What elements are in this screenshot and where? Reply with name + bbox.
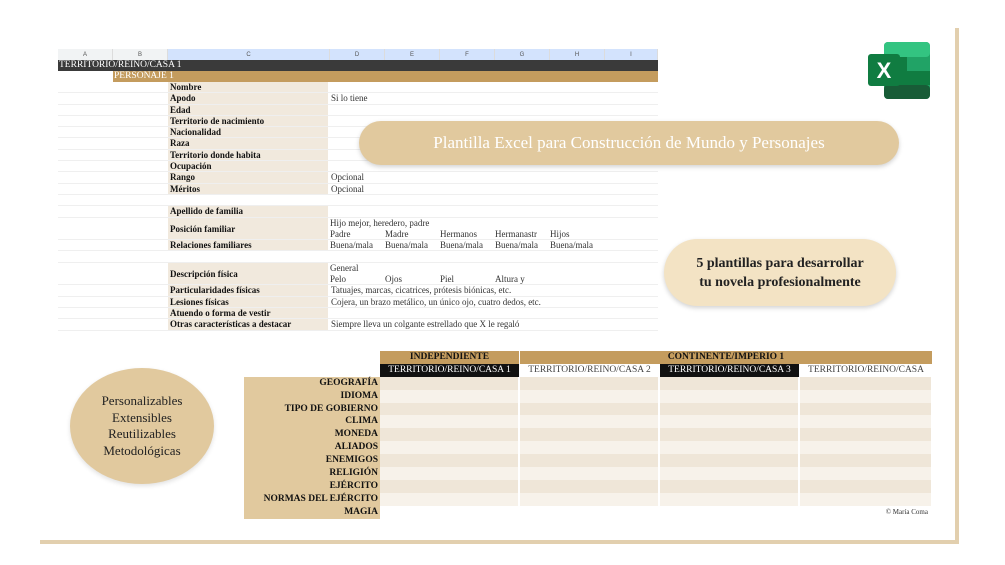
row-edad[interactable] xyxy=(58,105,658,116)
subheader-casa-2[interactable]: TERRITORIO/REINO/CASA 2 xyxy=(520,364,659,377)
world-cell[interactable] xyxy=(380,493,519,506)
value-posicion: Hijo mejor, heredero, padre xyxy=(330,217,430,228)
world-cell[interactable] xyxy=(800,403,932,416)
subheader-casa-4[interactable]: TERRITORIO/REINO/CASA xyxy=(800,364,932,377)
world-row-label: RELIGIÓN xyxy=(244,467,380,480)
world-row[interactable] xyxy=(244,467,932,480)
world-cell[interactable] xyxy=(380,506,519,519)
row-otras[interactable] xyxy=(58,319,658,330)
world-row-label: CLIMA xyxy=(244,415,380,428)
row-apellido[interactable] xyxy=(58,206,658,217)
world-cell[interactable] xyxy=(660,377,799,390)
value-descripcion: General xyxy=(330,262,359,273)
world-cell[interactable] xyxy=(520,493,659,506)
character-band-label: PERSONAJE 1 xyxy=(113,71,658,82)
relation-value-4: Buena/mala xyxy=(495,240,538,251)
world-cell[interactable] xyxy=(660,493,799,506)
world-cell[interactable] xyxy=(380,454,519,467)
character-sheet xyxy=(58,49,658,331)
title-text: Plantilla Excel para Construcción de Mundo y Personajes xyxy=(433,133,825,152)
world-row[interactable] xyxy=(244,428,932,441)
column-header-c[interactable]: C xyxy=(168,49,330,60)
family-madre: Madre xyxy=(385,228,409,239)
world-cell[interactable] xyxy=(520,467,659,480)
world-row-label: TIPO DE GOBIERNO xyxy=(244,403,380,416)
world-cell[interactable] xyxy=(380,415,519,428)
world-row-label: IDIOMA xyxy=(244,390,380,403)
excel-logo-letter: X xyxy=(876,58,892,83)
world-cell[interactable] xyxy=(800,415,932,428)
templates-callout-line2: tu novela profesionalmente xyxy=(699,274,861,290)
world-cell[interactable] xyxy=(380,428,519,441)
value-particularidades: Tatuajes, marcas, cicatrices, prótesis biónicas, etc. xyxy=(331,285,512,296)
world-subheader-row xyxy=(244,364,932,377)
desc-altura: Altura y xyxy=(495,274,525,285)
world-cell[interactable] xyxy=(660,428,799,441)
label-relaciones: Relaciones familiares xyxy=(168,240,328,250)
column-header-h[interactable]: H xyxy=(550,49,605,60)
value-lesiones: Cojera, un brazo metálico, un único ojo, cuatro dedos, etc. xyxy=(331,296,541,307)
label-particularidades: Particularidades físicas xyxy=(168,285,328,295)
world-rows xyxy=(244,377,932,519)
world-group-header-row xyxy=(244,351,932,364)
feature-item: Extensibles xyxy=(112,409,172,425)
feature-item: Metodológicas xyxy=(103,442,181,458)
row-descripcion[interactable] xyxy=(58,263,658,286)
label-edad: Edad xyxy=(168,105,328,115)
label-atuendo: Atuendo o forma de vestir xyxy=(168,308,328,318)
world-row-label: EJÉRCITO xyxy=(244,480,380,493)
row-empty-2[interactable] xyxy=(58,251,658,262)
world-cell[interactable] xyxy=(660,415,799,428)
world-row[interactable] xyxy=(244,493,932,506)
column-header-b[interactable]: B xyxy=(113,49,168,60)
feature-item: Personalizables xyxy=(101,393,183,408)
world-cell[interactable] xyxy=(660,454,799,467)
label-raza: Raza xyxy=(168,138,328,148)
world-row[interactable] xyxy=(244,390,932,403)
world-cell[interactable] xyxy=(660,441,799,454)
relation-value-3: Buena/mala xyxy=(440,240,483,251)
world-cell[interactable] xyxy=(520,403,659,416)
group-header-continente[interactable]: CONTINENTE/IMPERIO 1 xyxy=(520,351,932,364)
world-cell[interactable] xyxy=(800,467,932,480)
world-cell[interactable] xyxy=(520,377,659,390)
value-rango: Opcional xyxy=(331,172,364,183)
column-header-i[interactable]: I xyxy=(605,49,658,60)
world-cell[interactable] xyxy=(660,467,799,480)
world-row-label: NORMAS DEL EJÉRCITO xyxy=(244,493,380,506)
features-circle xyxy=(70,368,214,484)
row-empty-1[interactable] xyxy=(58,195,658,206)
row-lesiones[interactable] xyxy=(58,297,658,308)
world-cell[interactable] xyxy=(380,377,519,390)
row-apodo[interactable] xyxy=(58,93,658,104)
value-apodo: Si lo tiene xyxy=(331,93,368,104)
world-cell[interactable] xyxy=(520,506,659,519)
world-cell[interactable] xyxy=(520,415,659,428)
row-nombre[interactable] xyxy=(58,82,658,93)
world-cell[interactable] xyxy=(800,441,932,454)
world-cell[interactable] xyxy=(520,390,659,403)
desc-piel: Piel xyxy=(440,274,455,285)
label-otras: Otras características a destacar xyxy=(168,319,328,329)
world-cell[interactable] xyxy=(380,403,519,416)
world-row-label: GEOGRAFÍA xyxy=(244,377,380,390)
family-hermanastr: Hermanastr xyxy=(495,228,537,239)
column-header-e[interactable]: E xyxy=(385,49,440,60)
group-header-independiente[interactable]: INDEPENDIENTE xyxy=(380,351,519,364)
column-header-row xyxy=(58,49,658,60)
frame-border-bottom xyxy=(40,540,959,544)
desc-pelo: Pelo xyxy=(330,274,347,285)
row-rango[interactable] xyxy=(58,172,658,183)
territory-band: TERRITORIO/REINO/CASA 1 xyxy=(58,60,658,71)
label-descripcion: Descripción física xyxy=(168,263,328,285)
world-cell[interactable] xyxy=(800,480,932,493)
label-apellido: Apellido de familia xyxy=(168,206,328,216)
templates-callout-line1: 5 plantillas para desarrollar xyxy=(696,255,864,271)
world-cell[interactable] xyxy=(800,390,932,403)
column-header-a[interactable]: A xyxy=(58,49,113,60)
world-cell[interactable] xyxy=(380,390,519,403)
family-hijos: Hijos xyxy=(550,228,570,239)
frame-border-right xyxy=(955,28,959,544)
world-cell[interactable] xyxy=(800,428,932,441)
world-cell[interactable] xyxy=(380,441,519,454)
label-rango: Rango xyxy=(168,172,328,182)
label-nacionalidad: Nacionalidad xyxy=(168,127,328,137)
world-cell[interactable] xyxy=(520,441,659,454)
relation-value-1: Buena/mala xyxy=(330,240,373,251)
world-table xyxy=(244,351,932,519)
feature-item: Reutilizables xyxy=(108,426,176,441)
world-cell[interactable] xyxy=(660,506,799,519)
label-territorio: Territorio de nacimiento xyxy=(168,116,328,126)
world-row-label: ENEMIGOS xyxy=(244,454,380,467)
label-lesiones: Lesiones físicas xyxy=(168,297,328,307)
world-cell[interactable] xyxy=(800,377,932,390)
subheader-casa-1[interactable]: TERRITORIO/REINO/CASA 1 xyxy=(380,364,519,377)
family-padre: Padre xyxy=(330,228,351,239)
column-header-f[interactable]: F xyxy=(440,49,495,60)
world-cell[interactable] xyxy=(800,493,932,506)
row-posicion[interactable] xyxy=(58,218,658,241)
world-cell[interactable] xyxy=(800,454,932,467)
character-band xyxy=(58,71,658,82)
world-cell[interactable] xyxy=(380,467,519,480)
world-row[interactable] xyxy=(244,377,932,390)
world-row-label: MONEDA xyxy=(244,428,380,441)
row-atuendo[interactable] xyxy=(58,308,658,319)
world-cell[interactable] xyxy=(520,428,659,441)
world-cell[interactable] xyxy=(660,390,799,403)
world-row[interactable] xyxy=(244,454,932,467)
row-relaciones[interactable] xyxy=(58,240,658,251)
world-row-label: ALIADOS xyxy=(244,441,380,454)
world-cell[interactable] xyxy=(660,403,799,416)
label-apodo: Apodo xyxy=(168,93,328,103)
relation-value-2: Buena/mala xyxy=(385,240,428,251)
label-meritos: Méritos xyxy=(168,184,328,194)
value-otras: Siempre lleva un colgante estrellado que X le regaló xyxy=(331,319,520,330)
label-habita: Territorio donde habita xyxy=(168,150,328,160)
world-row[interactable] xyxy=(244,480,932,493)
world-row-label: MAGIA xyxy=(244,506,380,519)
label-posicion: Posición familiar xyxy=(168,218,328,240)
family-hermanos: Hermanos xyxy=(440,228,477,239)
column-header-d[interactable]: D xyxy=(330,49,385,60)
desc-ojos: Ojos xyxy=(385,274,403,285)
copyright-text: © María Coma xyxy=(885,507,928,516)
world-row[interactable] xyxy=(244,403,932,416)
row-particularidades[interactable] xyxy=(58,285,658,296)
world-row[interactable] xyxy=(244,441,932,454)
column-header-g[interactable]: G xyxy=(495,49,550,60)
title-banner xyxy=(359,121,899,165)
world-row[interactable] xyxy=(244,415,932,428)
templates-callout xyxy=(664,239,896,306)
world-row[interactable] xyxy=(244,506,932,519)
row-meritos[interactable] xyxy=(58,184,658,195)
value-meritos: Opcional xyxy=(331,183,364,194)
world-cell[interactable] xyxy=(520,454,659,467)
label-nombre: Nombre xyxy=(168,82,328,92)
subheader-casa-3[interactable]: TERRITORIO/REINO/CASA 3 xyxy=(660,364,799,377)
world-cell[interactable] xyxy=(660,480,799,493)
excel-logo-icon xyxy=(866,40,932,101)
world-cell[interactable] xyxy=(380,480,519,493)
world-cell[interactable] xyxy=(520,480,659,493)
label-ocupacion: Ocupación xyxy=(168,161,328,171)
relation-value-5: Buena/mala xyxy=(550,240,593,251)
